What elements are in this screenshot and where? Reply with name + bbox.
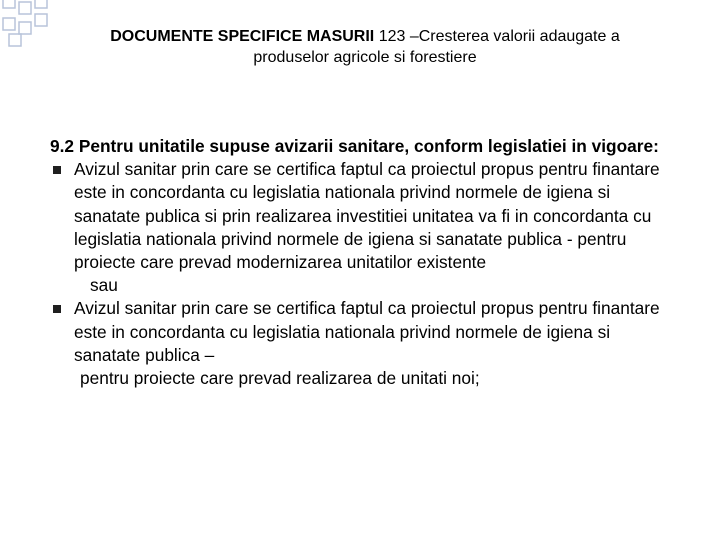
bullet-text: Avizul sanitar prin care se certifica faptul ca proiectul propus pentru finantare este in concordanta cu legislatia nationala privind normele de igiena si sanatate publica –	[74, 298, 660, 365]
deco-square	[9, 34, 21, 46]
bullet-item	[50, 297, 680, 367]
title-measure-label: DOCUMENTE SPECIFICE MASURII	[110, 28, 375, 45]
deco-square	[35, 0, 47, 8]
bullet-item	[50, 158, 680, 274]
square-bullet-icon	[53, 166, 61, 174]
bullet-text: Avizul sanitar prin care se certifica faptul ca proiectul propus pentru finantare este in concordanta cu legislatia nationala privind normele de igiena si sanatate publica si prin realizarea investitiei unitatea va fi in concordanta cu legislatia nationala privind normele de igiena si sanatate publica - pentru proiecte care prevad modernizarea unitatilor existente	[74, 159, 660, 273]
corner-decoration-icon	[0, 0, 60, 48]
title-line-1	[60, 26, 670, 47]
deco-square	[3, 18, 15, 30]
deco-square	[19, 2, 31, 14]
slide-body	[50, 135, 680, 390]
title-line-2: produselor agricole si forestiere	[253, 49, 477, 66]
square-bullet-icon	[53, 305, 61, 313]
section-heading: 9.2 Pentru unitatile supuse avizarii sanitare, conform legislatiei in vigoare:	[50, 136, 659, 156]
title-measure-desc: 123 –Cresterea valorii adaugate a	[374, 28, 620, 45]
deco-square	[19, 22, 31, 34]
slide-title	[60, 26, 670, 68]
deco-square	[3, 0, 15, 8]
deco-square	[35, 14, 47, 26]
tail-text: pentru proiecte care prevad realizarea de unitati noi;	[80, 368, 480, 389]
separator-text: sau	[90, 275, 118, 296]
